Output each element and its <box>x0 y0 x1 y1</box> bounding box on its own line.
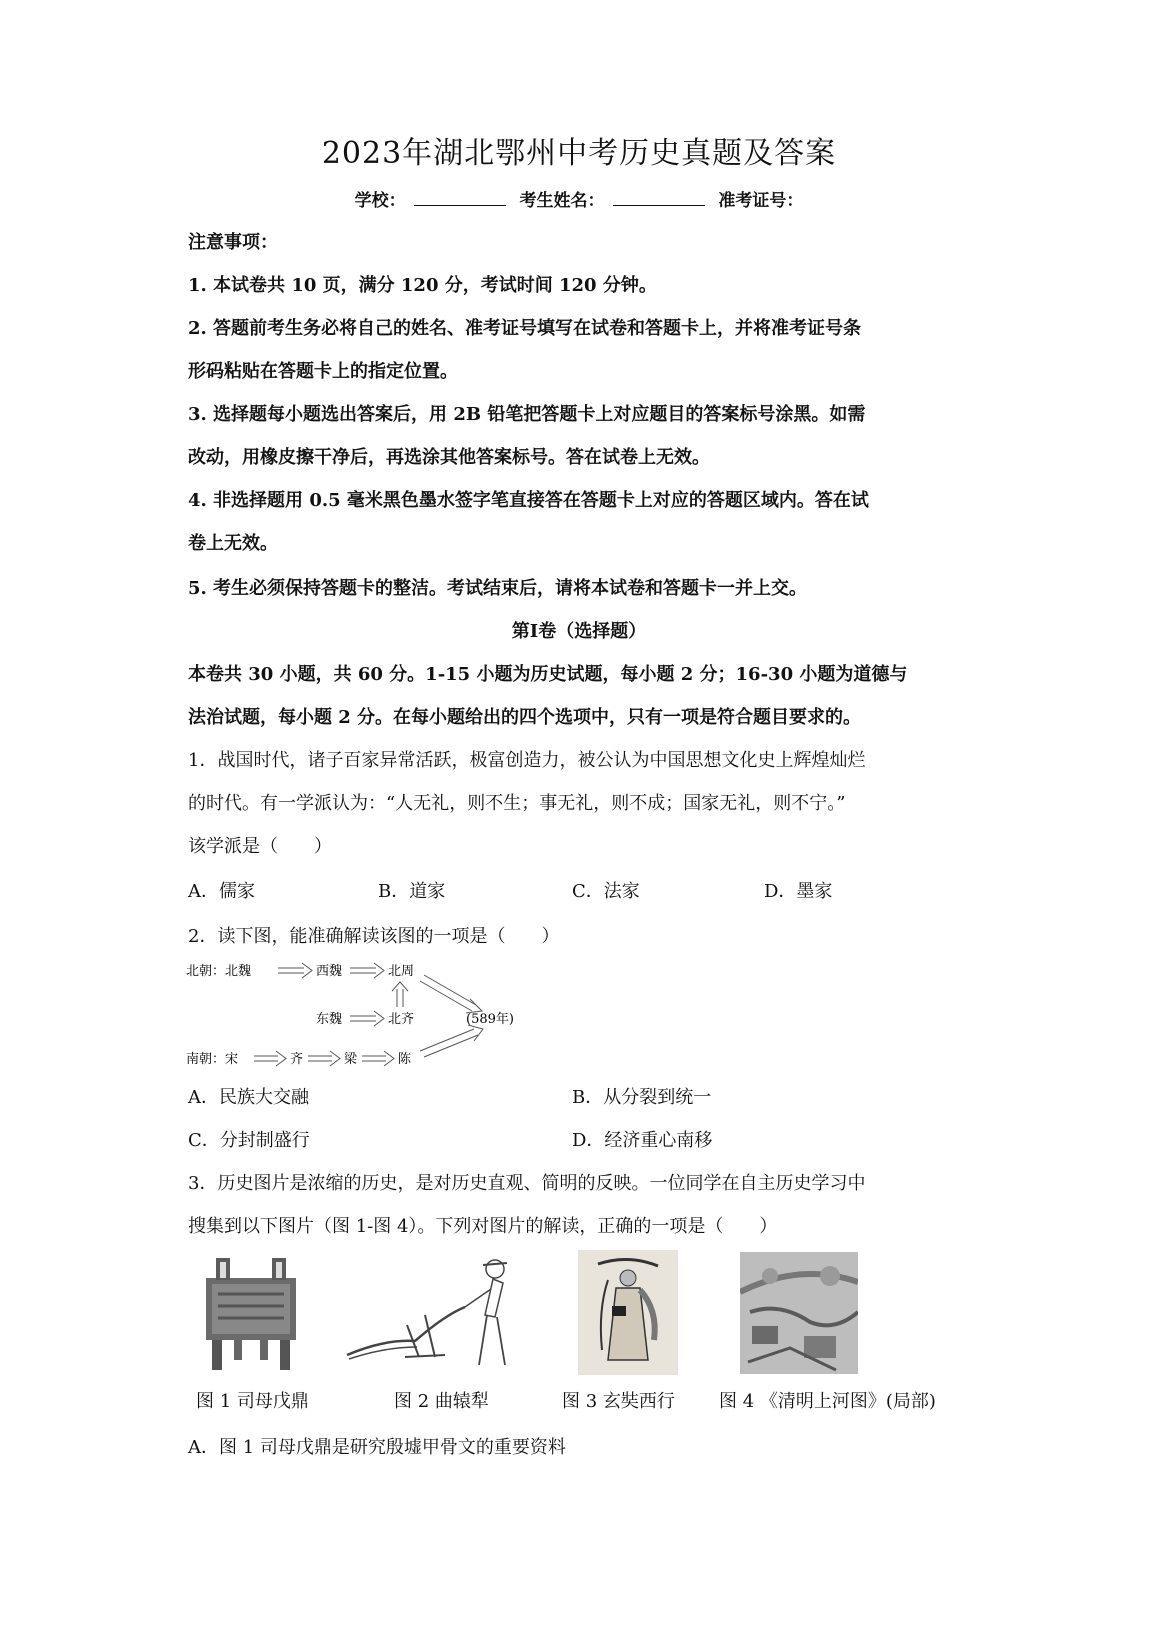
notice-item-5: 5. 考生必须保持答题卡的整洁。考试结束后，请将本试卷和答题卡一并上交。 <box>188 578 808 599</box>
label-qi: 齐 <box>290 1052 304 1067</box>
notice-item-1: 1. 本试卷共 10 页，满分 120 分，考试时间 120 分钟。 <box>188 275 657 296</box>
notice-item-3b: 改动，用橡皮擦干净后，再选涂其他答案标号。答在试卷上无效。 <box>188 447 710 468</box>
q1-option-a[interactable]: A．儒家 <box>188 881 255 902</box>
label-east-wei: 东魏 <box>316 1012 343 1027</box>
q2-option-d[interactable]: D．经济重心南移 <box>572 1130 713 1151</box>
arrow-icon <box>350 963 384 978</box>
label-chen: 陈 <box>398 1052 412 1067</box>
xuanzang-journey-image <box>578 1250 678 1375</box>
notice-item-3a: 3. 选择题每小题选出答案后，用 2B 铅笔把答题卡上对应题目的答案标号涂黑。如需 <box>188 404 866 425</box>
q1-option-b[interactable]: B．道家 <box>378 881 446 902</box>
ticket-label: 准考证号： <box>718 191 804 211</box>
school-label: 学校： <box>354 191 406 211</box>
name-blank[interactable] <box>613 191 705 206</box>
section-desc-b: 法治试题，每小题 2 分。在每小题给出的四个选项中，只有一项是符合题目要求的。 <box>188 707 862 728</box>
dynasty-flow-diagram <box>184 955 524 1075</box>
q1-stem-b: 的时代。有一学派认为：“人无礼，则不生；事无礼，则不成；国家无礼，则不宁。” <box>188 793 846 814</box>
label-west-wei: 西魏 <box>316 964 343 979</box>
student-info-line <box>0 186 1158 211</box>
qingming-scroll-image <box>740 1252 858 1374</box>
arrow-icon <box>278 963 312 978</box>
notice-item-2a: 2. 答题前考生务必将自己的姓名、准考证号填写在试卷和答题卡上，并将准考证号条 <box>188 318 862 339</box>
q2-stem: 2．读下图，能准确解读该图的一项是（ ） <box>188 926 560 947</box>
notice-item-4b: 卷上无效。 <box>188 533 278 554</box>
school-blank[interactable] <box>414 191 506 206</box>
q2-option-b[interactable]: B．从分裂到统一 <box>572 1087 712 1108</box>
section-desc-a: 本卷共 30 小题，共 60 分。1-15 小题为历史试题，每小题 2 分；16-30 小题为道德与 <box>188 664 908 685</box>
label-year-589: (589年) <box>466 1012 514 1027</box>
merge-arrow-icon <box>420 1025 483 1057</box>
ding-vessel-image <box>196 1250 306 1375</box>
q2-option-a[interactable]: A．民族大交融 <box>188 1087 309 1108</box>
q3-stem-a: 3．历史图片是浓缩的历史，是对历史直观、简明的反映。一位同学在自主历史学习中 <box>188 1173 866 1194</box>
q3-option-a[interactable]: A．图 1 司母戊鼎是研究殷墟甲骨文的重要资料 <box>188 1437 566 1458</box>
page-title: 2023年湖北鄂州中考历史真题及答案 <box>321 136 837 171</box>
q1-option-d[interactable]: D．墨家 <box>764 881 833 902</box>
arrow-icon <box>254 1051 286 1066</box>
notice-heading: 注意事项： <box>188 232 278 253</box>
curved-plough-image <box>345 1255 530 1375</box>
q3-stem-b: 搜集到以下图片（图 1-图 4）。下列对图片的解读，正确的一项是（ ） <box>188 1216 778 1237</box>
label-liang: 梁 <box>344 1052 358 1067</box>
section-heading: 第Ⅰ卷（选择题） <box>511 621 647 642</box>
figure-2-caption: 图 2 曲辕犁 <box>394 1391 489 1412</box>
arrow-icon <box>350 1011 384 1026</box>
name-label: 考生姓名： <box>519 191 605 211</box>
figure-3-caption: 图 3 玄奘西行 <box>562 1391 675 1412</box>
merge-arrow-icon <box>420 975 482 1013</box>
q1-option-c[interactable]: C．法家 <box>572 881 640 902</box>
label-north-qi: 北齐 <box>388 1012 415 1027</box>
label-north-zhou: 北周 <box>388 964 415 979</box>
notice-item-2b: 形码粘贴在答题卡上的指定位置。 <box>188 361 458 382</box>
label-south-song: 南朝：宋 <box>186 1052 239 1067</box>
q2-option-c[interactable]: C．分封制盛行 <box>188 1130 310 1151</box>
figure-1-caption: 图 1 司母戊鼎 <box>196 1391 309 1412</box>
label-north-wei: 北朝：北魏 <box>186 964 252 979</box>
up-arrow-icon <box>392 982 408 1007</box>
arrow-icon <box>362 1051 394 1066</box>
q1-stem-a: 1．战国时代，诸子百家异常活跃，极富创造力，被公认为中国思想文化史上辉煌灿烂 <box>188 750 866 771</box>
figure-4-caption: 图 4 《清明上河图》(局部) <box>719 1391 936 1412</box>
notice-item-4a: 4. 非选择题用 0.5 毫米黑色墨水签字笔直接答在答题卡上对应的答题区域内。答在试 <box>188 490 869 511</box>
q1-stem-c: 该学派是（ ） <box>188 836 332 857</box>
arrow-icon <box>308 1051 340 1066</box>
